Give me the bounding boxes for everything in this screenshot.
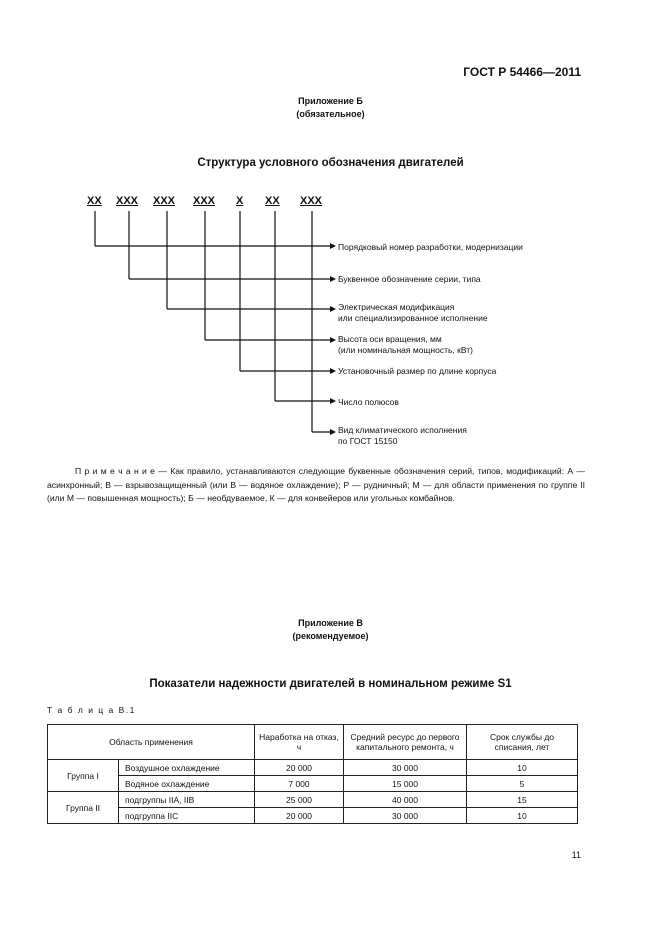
service-cell: 10 [467, 760, 578, 776]
label-shaft-height-1: Высота оси вращения, мм [338, 334, 442, 344]
code-segment-4: XXX [193, 195, 216, 207]
header-mtbf-line1: Наработка на отказ, [259, 732, 339, 742]
header-mtbf [255, 725, 344, 760]
group-cell: Группа I [48, 760, 119, 792]
table-header-row [48, 725, 578, 760]
note-prefix: П р и м е ч а н и е [75, 466, 155, 476]
label-serial-number: Порядковый номер разработки, модернизации [338, 242, 523, 252]
table-row [48, 792, 578, 808]
table-caption: Т а б л и ц а В.1 [47, 705, 136, 715]
document-id: ГОСТ Р 54466—2011 [463, 65, 581, 79]
service-cell: 10 [467, 808, 578, 824]
header-resource-line1: Средний ресурс до первого [350, 732, 460, 742]
resource-cell: 40 000 [344, 792, 467, 808]
label-shaft-height-2: (или номинальная мощность, кВт) [338, 345, 473, 355]
subgroup-cell: подгруппа IIC [119, 808, 255, 824]
resource-cell: 30 000 [344, 808, 467, 824]
header-service [467, 725, 578, 760]
appendix-v-heading: Показатели надежности двигателей в номинальном режиме S1 [149, 678, 512, 690]
header-mtbf-line2: ч [296, 742, 302, 752]
mtbf-cell: 7 000 [255, 776, 344, 792]
label-mounting-size: Установочный размер по длине корпуса [338, 366, 497, 376]
header-service-line2: списания, лет [494, 742, 550, 752]
mtbf-cell: 20 000 [255, 760, 344, 776]
subgroup-cell: Воздушное охлаждение [119, 760, 255, 776]
code-segment-2: XXX [116, 195, 139, 207]
label-climate-1: Вид климатического исполнения [338, 425, 467, 435]
mtbf-cell: 25 000 [255, 792, 344, 808]
page-number: 11 [571, 850, 581, 860]
label-climate-2: по ГОСТ 15150 [338, 436, 398, 446]
label-electrical-mod-2: или специализированное исполнение [338, 313, 488, 323]
label-pole-count: Число полюсов [338, 397, 399, 407]
code-segment-1: XX [87, 195, 102, 207]
group-cell: Группа II [48, 792, 119, 824]
header-area: Область применения [48, 725, 255, 760]
header-resource [344, 725, 467, 760]
mtbf-cell: 20 000 [255, 808, 344, 824]
service-cell: 15 [467, 792, 578, 808]
code-segment-5: X [236, 195, 244, 207]
service-cell: 5 [467, 776, 578, 792]
appendix-b-heading: Структура условного обозначения двигателей [197, 157, 464, 169]
table-row [48, 760, 578, 776]
reliability-table [47, 724, 578, 824]
appendix-b-note [47, 465, 585, 506]
code-segment-6: XX [265, 195, 280, 207]
appendix-b-title: Приложение Б [298, 96, 363, 106]
resource-cell: 30 000 [344, 760, 467, 776]
header-resource-line2: капитального ремонта, ч [356, 742, 454, 752]
appendix-v-status: (рекомендуемое) [292, 631, 369, 641]
appendix-v-title: Приложение В [298, 618, 363, 628]
header-service-line1: Срок службы до [489, 732, 555, 742]
code-segment-3: XXX [153, 195, 176, 207]
code-segment-7: XXX [300, 195, 323, 207]
label-series-letter: Буквенное обозначение серии, типа [338, 274, 481, 284]
diagram-connector-lines [0, 0, 661, 460]
subgroup-cell: Водяное охлаждение [119, 776, 255, 792]
table-row [48, 808, 578, 824]
resource-cell: 15 000 [344, 776, 467, 792]
table-row [48, 776, 578, 792]
note-text: — Как правило, устанавливаются следующие буквенные обозначения серий, типов, модификаций: А — асинхронный; В — взрывозащищенный (или В — водяное охлаждение); Р — рудничный; М — для области применения по группе II (или М — повышенная мощность); Б — необдуваемое, К — для конвейеров или угольных комбайнов. [47, 466, 585, 503]
subgroup-cell: подгруппы IIA, IIB [119, 792, 255, 808]
appendix-b-status: (обязательное) [296, 109, 365, 119]
label-electrical-mod-1: Электрическая модификация [338, 302, 455, 312]
